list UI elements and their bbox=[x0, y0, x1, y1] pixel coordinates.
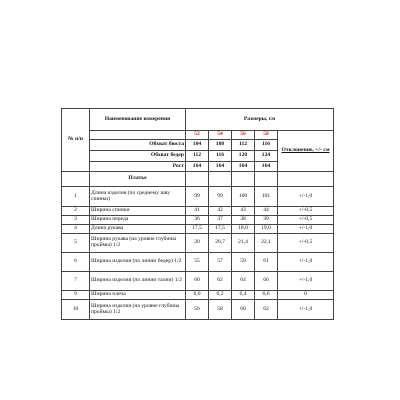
measurement-value: 17,5 bbox=[209, 225, 232, 234]
deviation-value: +/-0,5 bbox=[278, 207, 334, 216]
measurement-value: 99 bbox=[186, 187, 209, 207]
measurement-value: 37 bbox=[209, 216, 232, 225]
measurement-name: Длина изделия (по среднему шву спинки) bbox=[90, 187, 186, 207]
measurement-value: 99 bbox=[209, 187, 232, 207]
measurement-value: 62 bbox=[255, 300, 278, 320]
empty-cell bbox=[186, 172, 209, 187]
section-title: Платье bbox=[90, 172, 186, 187]
measurement-value: 59 bbox=[232, 253, 255, 272]
measurement-value: 100 bbox=[232, 187, 255, 207]
measurement-value: 42 bbox=[209, 207, 232, 216]
measurement-value: 6,0 bbox=[186, 291, 209, 300]
empty-cell bbox=[232, 172, 255, 187]
row-number: 6 bbox=[62, 253, 90, 272]
measurement-name: Ширина переда bbox=[90, 216, 186, 225]
table-row bbox=[62, 207, 334, 216]
measurement-value: 61 bbox=[255, 253, 278, 272]
section-row bbox=[62, 172, 334, 187]
measurement-value: 39 bbox=[255, 216, 278, 225]
num-header: № п/п bbox=[62, 109, 90, 172]
row-number: 5 bbox=[62, 234, 90, 253]
table-row bbox=[62, 291, 334, 300]
table-row bbox=[62, 253, 334, 272]
deviation-value: +/-1,0 bbox=[278, 272, 334, 291]
table-row bbox=[62, 272, 334, 291]
table-row bbox=[62, 300, 334, 320]
girth-value: 124 bbox=[255, 151, 278, 162]
size-chart-table bbox=[61, 108, 334, 320]
measurement-name: Ширина спинки bbox=[90, 207, 186, 216]
size-col: 58 bbox=[255, 131, 278, 140]
row-number: 1 bbox=[62, 187, 90, 207]
deviation-value: +/-1,0 bbox=[278, 253, 334, 272]
row-number: 10 bbox=[62, 300, 90, 320]
measurement-value: 19,0 bbox=[255, 225, 278, 234]
measurement-name: Ширина изделия (по линии бедер) 1/2 bbox=[90, 253, 186, 272]
measurement-value: 58 bbox=[209, 300, 232, 320]
measurement-value: 21,4 bbox=[232, 234, 255, 253]
measurement-value: 36 bbox=[186, 216, 209, 225]
measurement-value: 6,2 bbox=[209, 291, 232, 300]
measurement-value: 55 bbox=[186, 253, 209, 272]
measurement-name: Ширина рукава (на уровне глубины проймы) 1/2 bbox=[90, 234, 186, 253]
deviation-value: +/-1,0 bbox=[278, 300, 334, 320]
girth-value: 120 bbox=[232, 151, 255, 162]
size-columns-row bbox=[62, 131, 334, 140]
measurement-value: 6,4 bbox=[232, 291, 255, 300]
girth-label: Рост bbox=[90, 162, 186, 172]
measurement-value: 57 bbox=[209, 253, 232, 272]
measurement-value: 38 bbox=[232, 216, 255, 225]
measurement-name: Ширина плеча bbox=[90, 291, 186, 300]
row-number: 3 bbox=[62, 216, 90, 225]
deviation-value: 0 bbox=[278, 291, 334, 300]
measurement-value: 66 bbox=[255, 272, 278, 291]
deviation-value: +/-1,0 bbox=[278, 225, 334, 234]
empty-cell bbox=[209, 172, 232, 187]
girth-value: 164 bbox=[255, 162, 278, 172]
size-col: 54 bbox=[209, 131, 232, 140]
empty-cell bbox=[255, 172, 278, 187]
measurement-value: 18,0 bbox=[232, 225, 255, 234]
measurement-value: 60 bbox=[232, 300, 255, 320]
girth-value: 104 bbox=[186, 140, 209, 151]
size-col: 56 bbox=[232, 131, 255, 140]
row-number: 7 bbox=[62, 272, 90, 291]
empty-cell bbox=[278, 172, 334, 187]
row-number: 4 bbox=[62, 225, 90, 234]
measurement-value: 60 bbox=[186, 272, 209, 291]
measurement-name: Ширина изделия (по линии талии) 1/2 bbox=[90, 272, 186, 291]
deviation-value: +/-0,5 bbox=[278, 216, 334, 225]
empty-cell bbox=[90, 131, 186, 140]
girth-label: Обхват бюста bbox=[90, 140, 186, 151]
girth-value: 112 bbox=[232, 140, 255, 151]
row-number: 2 bbox=[62, 207, 90, 216]
sizes-header: Размеры, см bbox=[186, 109, 334, 131]
size-col: 52 bbox=[186, 131, 209, 140]
girth-label: Обхват бедер bbox=[90, 151, 186, 162]
table-row bbox=[62, 225, 334, 234]
table-row bbox=[62, 187, 334, 207]
measurement-value: 17,5 bbox=[186, 225, 209, 234]
measurement-name: Ширина изделия (на уровне глубины проймы) 1/2 bbox=[90, 300, 186, 320]
girth-value: 108 bbox=[209, 140, 232, 151]
measurement-value: 44 bbox=[255, 207, 278, 216]
table-row bbox=[62, 234, 334, 253]
measurement-value: 101 bbox=[255, 187, 278, 207]
girth-value: 164 bbox=[186, 162, 209, 172]
row-number: 9 bbox=[62, 291, 90, 300]
name-header: Наименование измерения bbox=[90, 109, 186, 131]
measurement-value: 62 bbox=[209, 272, 232, 291]
measurement-value: 56 bbox=[186, 300, 209, 320]
girth-value: 112 bbox=[186, 151, 209, 162]
measurement-value: 64 bbox=[232, 272, 255, 291]
deviation-value: +/-1,0 bbox=[278, 187, 334, 207]
empty-cell bbox=[62, 172, 90, 187]
measurement-value: 43 bbox=[232, 207, 255, 216]
deviation-value: +/-0,5 bbox=[278, 234, 334, 253]
girth-value: 116 bbox=[209, 151, 232, 162]
girth-value: 164 bbox=[209, 162, 232, 172]
measurement-value: 20,7 bbox=[209, 234, 232, 253]
measurement-value: 41 bbox=[186, 207, 209, 216]
measurement-value: 20 bbox=[186, 234, 209, 253]
measurement-name: Длина рукава bbox=[90, 225, 186, 234]
measurement-value: 6,6 bbox=[255, 291, 278, 300]
header-row bbox=[62, 109, 334, 131]
girth-value: 164 bbox=[232, 162, 255, 172]
table-row bbox=[62, 216, 334, 225]
girth-value: 116 bbox=[255, 140, 278, 151]
measurement-value: 22,1 bbox=[255, 234, 278, 253]
deviation-header: Отклонение, +/- см bbox=[278, 131, 334, 172]
